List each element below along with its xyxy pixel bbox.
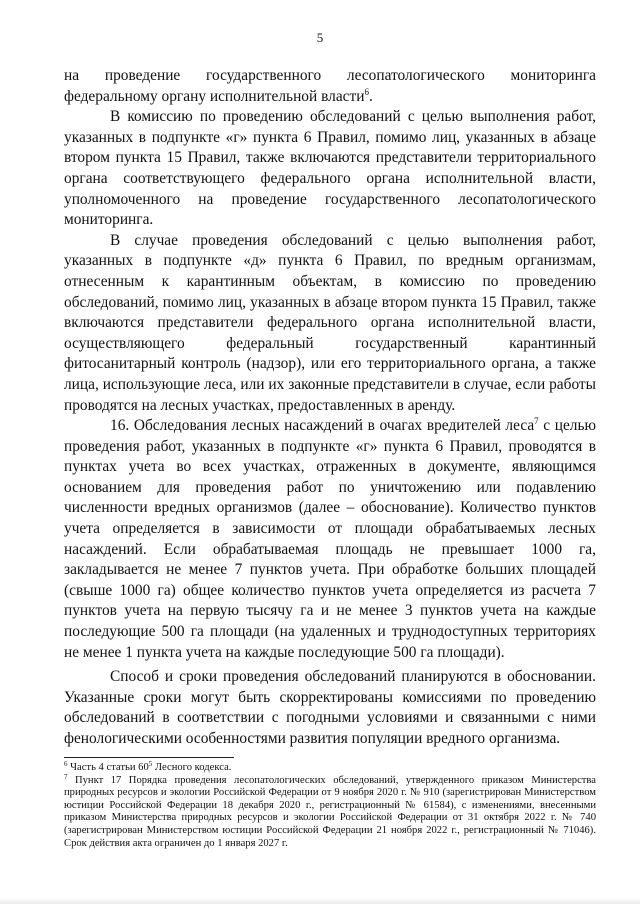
- paragraph-method-terms: Способ и сроки проведения обследований планируются в обосновании. Указанные сроки могут быть скорректированы комиссиями по проведению обследований в соответствии с погодными условиями и связанными с ними фенологическими особенностями развития популяции вредного организма.: [64, 668, 596, 747]
- footnote-ref: 7: [534, 416, 539, 427]
- paragraph-text: на проведение государственного лесопатологического мониторинга федеральному органу исполнительной власти: [64, 67, 596, 105]
- document-body: [64, 66, 596, 750]
- footnote-item: [64, 762, 596, 775]
- footnote-text: Пункт 17 Порядка проведения лесопатологических обследований, утвержденного приказом Министерства природных ресурсов и экологии Российской Федерации от 9 ноября 2020 г. № 910 (зарегистрирован Министерством юстиции Российской Федерации 18 декабря 2020 г., регистрационный № 61584), с изменениями, внесенными приказом Министерства природных ресурсов и экологии Российской Федерации от 31 октября 2022 г. № 740 (зарегистрирован Министерством юстиции Российской Федерации 21 ноября 2022 г., регистрационный № 71046). Срок действия акта ограничен до 1 января 2027 г.: [64, 774, 596, 849]
- footnotes: [64, 762, 596, 850]
- footnote-divider: [64, 757, 234, 758]
- footnote-mark: 6: [64, 760, 68, 768]
- paragraph-commission-d: В случае проведения обследований с целью выполнения работ, указанных в подпункте «д» пункта 6 Правил, по вредным организмам, отнесенным к карантинным объектам, в комиссию по проведению обследований, помимо лиц, указанных в абзаце втором пункта 15 Правил, также включаются представители федерального органа исполнительной власти, осуществляющего федеральный государственный карантинный фитосанитарный контроль (надзор), или его территориального органа, а также лица, использующие леса, или их законные представители в случае, если работы проводятся на лесных участках, предоставленных в аренду.: [64, 231, 596, 414]
- paragraph-continuation: [64, 66, 596, 107]
- footnote-text: Часть 4 статьи 60: [67, 762, 149, 773]
- footnote-mark: 7: [64, 772, 68, 781]
- footnote-item: [64, 772, 596, 851]
- page-number: 5: [316, 30, 324, 45]
- footnote-text: Лесного кодекса.: [152, 762, 232, 773]
- paragraph-commission-g: В комиссию по проведению обследований с целью выполнения работ, указанных в подпункте «г» пункта 6 Правил, помимо лиц, указанных в абзаце втором пункта 15 Правил, также включаются представители территориального органа соответствующего федерального органа исполнительной власти, уполномоченного на проведение государственного лесопатологического мониторинга.: [64, 108, 596, 229]
- scan-edge: [0, 898, 640, 904]
- paragraph-clause-16: [64, 416, 596, 663]
- footnote-sup: 5: [148, 760, 153, 768]
- footnote-ref: 6: [364, 86, 369, 97]
- paragraph-text: 16. Обследования лесных насаждений в очагах вредителей леса: [110, 417, 535, 435]
- paragraph-text: с целью проведения работ, указанных в подпункте «г» пункта 6 Правил, проводятся в пунктах учета во всех участках, отраженных в документе, являющимся основанием для проведения работ по уничтожению или подавлению численности вредных организмов (далее – обоснование). Количество пунктов учета определяется в зависимости от площади обрабатываемых лесных насаждений. Если обрабатываемая площадь не превышает 1000 га, закладывается не менее 7 пунктов учета. При обработке больших площадей (свыше 1000 га) общее количество пунктов учета определяется из расчета 7 пунктов учета на первую тысячу га и не менее 3 пунктов учета на каждые последующие 500 га площади (на удаленных и труднодоступных территориях не менее 1 пункта учета на каждые последующие 500 га площади).: [64, 417, 596, 661]
- paragraph-text-end: .: [368, 87, 373, 105]
